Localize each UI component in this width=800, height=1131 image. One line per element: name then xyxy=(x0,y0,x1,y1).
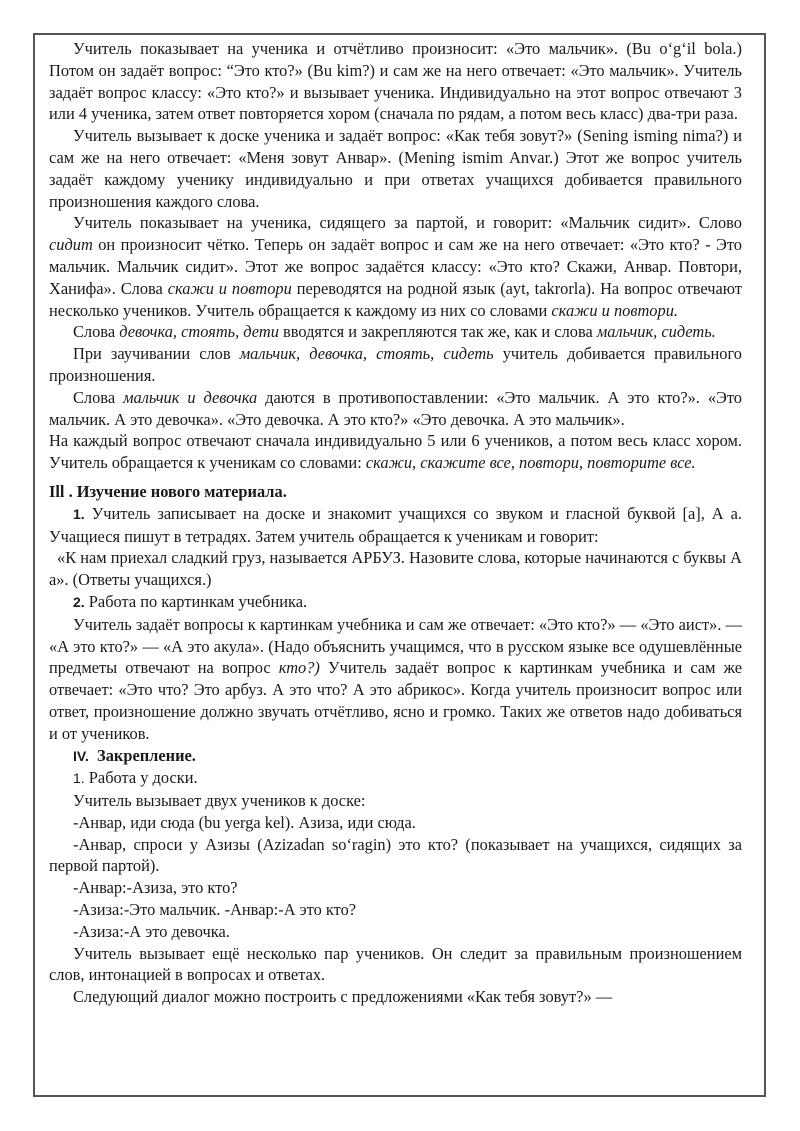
paragraph xyxy=(49,430,742,474)
paragraph xyxy=(49,321,742,343)
paragraph-text: он произносит чётко. Теперь он задаёт вопрос и сам же на него отвечает: «Это кто? - Это мальчик. Мальчик сидит». Этот же вопрос задаётся классу: «Это кто? Скажи, Анвар. Повтори, Ханифа». Слова xyxy=(49,235,742,298)
paragraph xyxy=(49,38,742,125)
section-title: Закрепление. xyxy=(97,745,196,765)
section-title: Изучение нового материала. xyxy=(76,481,287,501)
paragraph xyxy=(49,943,742,987)
paragraph xyxy=(49,212,742,321)
paragraph-text: Учитель записывает на доске и знакомит учащихся со звуком и гласной буквой [а], А а. Учащиеся пишут в тетрадях. Затем учитель обращается к ученикам и говорит: xyxy=(49,503,742,546)
paragraph-text: -Анвар, спроси у Азизы (Azizadan so‘ragin) это кто? (показывает на учащихся, сидящих за первой партой). xyxy=(49,834,742,876)
paragraph-text: «К нам приехал сладкий груз, называется АРБУЗ. Назовите слова, которые начинаются с буквы А а». (Ответы учащихся.) xyxy=(49,548,742,590)
paragraph-text: Учитель показывает на ученика и отчётливо произносит: «Это мальчик». (Bu o‘g‘il bola.) Потом он задаёт вопрос: “Это кто?» (Bu kim?) и сам же на него отвечает: «Это мальчик». Учитель задаёт вопрос классу: «Это кто?» и вызывает ученика. Индивидуально на этот вопрос отвечают 3 или 4 ученика, затем ответ повторяется хором (сначала по рядам, а потом весь класс) два-три раза. xyxy=(49,39,742,124)
section-number: Ill . xyxy=(49,481,73,501)
dialog-line xyxy=(49,834,742,878)
section-number: IV. xyxy=(73,747,89,764)
italic-term: сидит xyxy=(49,235,93,255)
paragraph xyxy=(49,387,742,431)
dialog-line xyxy=(49,812,742,834)
italic-term: скажи и повтори xyxy=(167,278,292,298)
paragraph-text: При заучивании слов xyxy=(73,344,240,364)
dialog-line xyxy=(49,921,742,943)
italic-term: девочка, стоять, дети xyxy=(119,322,279,342)
paragraph-text: -Анвар, иди сюда (bu yerga kel). Азиза, иди сюда. xyxy=(73,812,416,832)
paragraph xyxy=(49,343,742,387)
italic-term: кто?) xyxy=(278,658,320,678)
paragraph-text: Работа у доски. xyxy=(88,768,198,788)
paragraph xyxy=(49,125,742,212)
item-number: 1. xyxy=(73,770,85,787)
paragraph xyxy=(49,790,742,812)
paragraph-text: Учитель показывает на ученика, сидящего за партой, и говорит: «Мальчик сидит». Слово xyxy=(73,213,742,233)
item-number: 2. xyxy=(73,593,85,610)
paragraph xyxy=(49,986,742,1008)
item-number: 1. xyxy=(73,505,85,522)
paragraph-text: Учитель вызывает ещё несколько пар учеников. Он следит за правильным произношением слов, интонацией в вопросах и ответах. xyxy=(49,943,742,985)
paragraph-text: Слова xyxy=(73,322,120,342)
document-body xyxy=(49,38,742,1008)
paragraph-text: переводятся на родной язык (ayt, takrorla). На вопрос отвечают несколько учеников. Учитель обращается к каждому из них со словами xyxy=(49,278,742,320)
italic-term: мальчик, сидеть. xyxy=(596,322,716,342)
paragraph-text: даются в противопоставлении: «Это мальчик. А это кто?». «Это мальчик. А это девочка». «Это девочка. А это кто?» «Это девочка. А это мальчик». xyxy=(49,387,742,429)
paragraph-text: Учитель задаёт вопросы к картинкам учебника и сам же отвечает: «Это кто?» — «Это аист». — «А это кто?» — «А это акула». (Надо объяснить учащимся, что в русском языке все одушевлённые предметы отвечают на вопрос xyxy=(49,614,742,678)
paragraph-text: вводятся и закрепляются так же, как и слова xyxy=(278,322,597,342)
italic-term: мальчик и девочка xyxy=(123,387,258,407)
numbered-item xyxy=(49,767,742,790)
paragraph-text: учитель добивается правильного произношения. xyxy=(49,344,742,385)
paragraph-text: Учитель вызывает к доске ученика и задаёт вопрос: «Как тебя зовут?» (Sening isming nima?) и сам же на него отвечает: «Меня зовут Анвар». (Mening ismim Anvar.) Этот же вопрос учитель задаёт каждому ученику индивидуально и при ответах учащихся добивается правильного произношения каждого слова. xyxy=(49,126,742,211)
dialog-line xyxy=(49,899,742,921)
paragraph xyxy=(49,614,742,745)
numbered-item xyxy=(49,591,742,614)
section-heading xyxy=(49,745,742,768)
italic-term: скажи, скажите все, повтори, повторите все. xyxy=(365,453,696,473)
dialog-line xyxy=(49,877,742,899)
paragraph-text: -Анвар:-Азиза, это кто? xyxy=(73,878,238,898)
section-heading xyxy=(49,481,742,503)
paragraph-text: -Азиза:-А это девочка. xyxy=(73,921,230,941)
paragraph-text: На каждый вопрос отвечают сначала индивидуально 5 или 6 учеников, а потом весь класс хором. Учитель обращается к ученикам со словами: xyxy=(49,431,742,473)
paragraph-text: Слова xyxy=(73,387,124,407)
paragraph-text: Учитель задаёт вопрос к картинкам учебника и сам же отвечает: «Это что? Это арбуз. А это что? А это абрикос». Когда учитель произносит вопрос или ответ, произношение должно звучать отчётливо, ясно и громко. Таких же ответов надо добиваться и от учеников. xyxy=(49,658,742,743)
numbered-item xyxy=(49,503,742,548)
italic-term: скажи и повтори. xyxy=(551,300,678,320)
paragraph-text: -Азиза:-Это мальчик. -Анвар:-А это кто? xyxy=(73,900,357,920)
paragraph-text: Следующий диалог можно построить с предложениями «Как тебя зовут?» — xyxy=(73,987,613,1007)
paragraph-text: Работа по картинкам учебника. xyxy=(88,591,308,611)
paragraph-text: Учитель вызывает двух учеников к доске: xyxy=(73,791,366,811)
quote-paragraph xyxy=(49,547,742,591)
italic-term: мальчик, девочка, стоять, сидеть xyxy=(239,344,494,364)
